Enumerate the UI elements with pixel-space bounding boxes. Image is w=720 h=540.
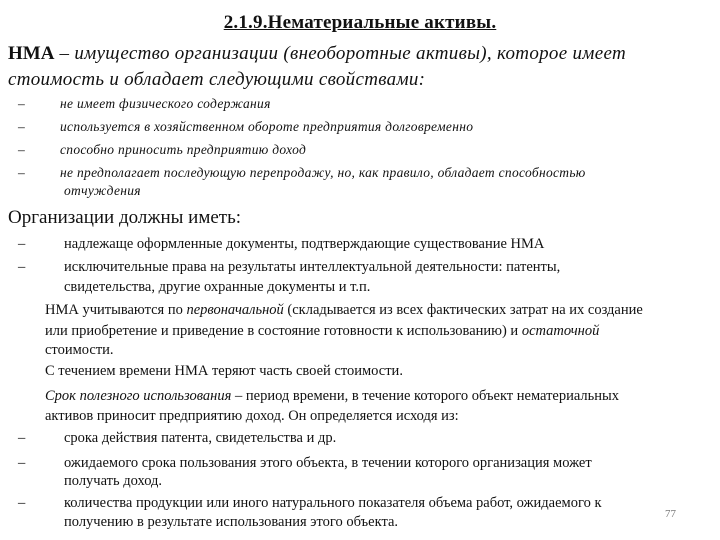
property-item <box>18 165 586 181</box>
useful-life-item-text: количества продукции или иного натурального показателя объема работ, ожидаемого к <box>64 495 602 511</box>
property-text: способно приносить предприятию доход <box>60 142 307 157</box>
useful-life-item <box>18 495 601 512</box>
requirement-continuation: свидетельства, другие охранные документы и т.п. <box>64 279 371 295</box>
valuation-term-residual: остаточной <box>521 323 600 339</box>
valuation-line-1 <box>45 302 643 319</box>
definition-line-1 <box>8 43 626 65</box>
dash-bullet-icon: – <box>18 495 26 511</box>
dash-bullet-icon: – <box>18 430 26 446</box>
useful-life-item <box>18 430 336 447</box>
property-item <box>18 142 306 158</box>
page-number: 77 <box>665 508 676 520</box>
dash-bullet-icon: – <box>18 165 26 180</box>
property-text: не предполагает последующую перепродажу, но, как правило, обладает способностью <box>60 165 586 180</box>
dash-bullet-icon: – <box>18 236 26 252</box>
property-text: не имеет физического содержания <box>60 96 271 111</box>
requirements-heading: Организации должны иметь: <box>8 207 242 228</box>
requirement-text: исключительные права на результаты интеллектуальной деятельности: патенты, <box>64 259 561 275</box>
slide-title: 2.1.9.Нематериальные активы. <box>223 12 497 33</box>
useful-life-term: Срок полезного использования <box>45 388 232 404</box>
useful-life-item <box>18 455 592 472</box>
valuation-text: или приобретение и приведение в состояние готовности к использованию) и <box>45 323 522 339</box>
definition-text: – имущество организации (внеоборотные активы), которое имеет <box>54 43 626 64</box>
dash-bullet-icon: – <box>18 119 26 134</box>
useful-life-text: – период времени, в течение которого объект нематериальных <box>231 388 620 404</box>
useful-life-line-1 <box>45 388 619 405</box>
useful-life-item-text: срока действия патента, свидетельства и др. <box>64 430 337 446</box>
definition-term: НМА <box>8 43 55 64</box>
useful-life-item-text: ожидаемого срока пользования этого объекта, в течении которого организация может <box>64 455 592 471</box>
valuation-line-4: С течением времени НМА теряют часть своей стоимости. <box>45 363 403 379</box>
requirement-text: надлежаще оформленные документы, подтверждающие существование НМА <box>64 236 545 252</box>
valuation-line-3: стоимости. <box>45 342 114 358</box>
requirement-item <box>18 259 560 276</box>
property-item <box>18 119 473 135</box>
valuation-text: НМА учитываются по <box>45 302 187 318</box>
useful-life-continuation: получению в результате использования этого объекта. <box>64 514 399 530</box>
valuation-text: (складывается из всех фактических затрат на их создание <box>283 302 643 318</box>
dash-bullet-icon: – <box>18 96 26 111</box>
valuation-line-2 <box>45 323 599 340</box>
property-text: используется в хозяйственном обороте предприятия долговременно <box>60 119 474 134</box>
dash-bullet-icon: – <box>18 142 26 157</box>
useful-life-continuation: получать доход. <box>64 473 163 489</box>
property-continuation: отчуждения <box>64 183 141 198</box>
dash-bullet-icon: – <box>18 455 26 471</box>
dash-bullet-icon: – <box>18 259 26 275</box>
useful-life-line-2: активов приносит предприятию доход. Он определяется исходя из: <box>45 408 459 424</box>
definition-line-2: стоимость и обладает следующими свойствами: <box>8 69 426 90</box>
property-item <box>18 96 271 112</box>
valuation-term-initial: первоначальной <box>186 302 284 318</box>
requirement-item <box>18 236 544 253</box>
